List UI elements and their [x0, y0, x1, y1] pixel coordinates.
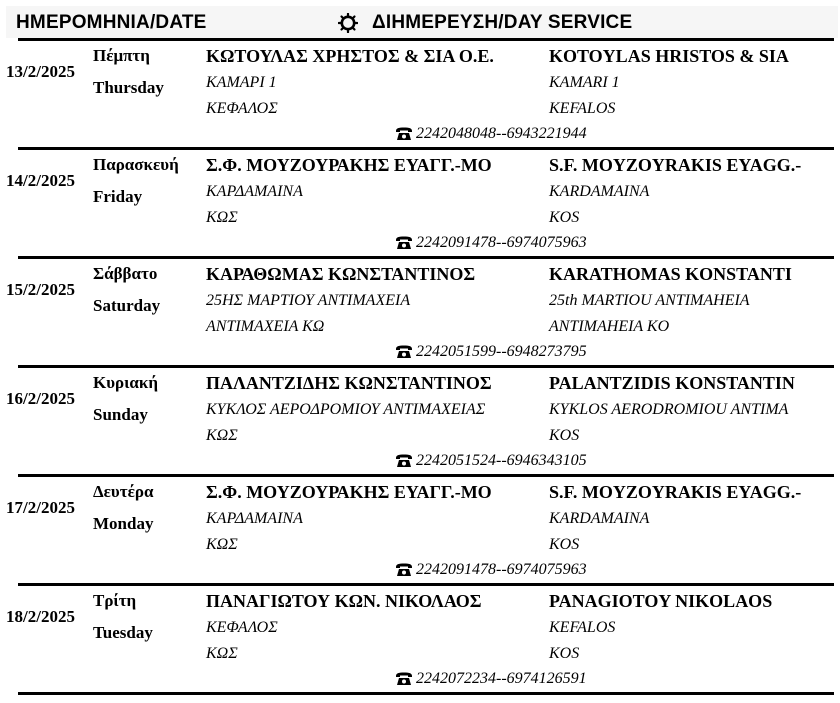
telephone-icon	[395, 236, 413, 250]
service-header-label: ΔΙΗΜΕΡΕΥΣΗ/DAY SERVICE	[372, 12, 633, 33]
pharmacy-name-english: S.F. MOYZOYRAKIS EYAGG.-	[549, 482, 802, 502]
phone-line	[395, 343, 587, 361]
pharmacy-entry	[0, 148, 840, 258]
entry-date: 16/2/2025	[6, 389, 75, 408]
address-greek-line2: ΚΕΦΑΛΟΣ	[206, 100, 278, 117]
pharmacy-name-greek: Σ.Φ. ΜΟΥΖΟΥΡΑΚΗΣ ΕΥΑΓΓ.-ΜΟ	[206, 482, 492, 502]
telephone-icon	[395, 454, 413, 468]
telephone-icon	[395, 672, 413, 686]
phone-line	[395, 561, 587, 579]
pharmacy-name-greek: ΠΑΝΑΓΙΩΤΟΥ ΚΩΝ. ΝΙΚΟΛΑΟΣ	[206, 591, 482, 611]
pharmacy-name-greek: ΠΑΛΑΝΤΖΙΔΗΣ ΚΩΝΣΤΑΝΤΙΝΟΣ	[206, 373, 492, 393]
address-greek-line1: ΚΑΜΑΡΙ 1	[206, 74, 277, 91]
weekday-greek: Παρασκευή	[93, 155, 179, 174]
sun-icon	[338, 13, 358, 33]
weekday-english: Monday	[93, 514, 154, 533]
weekday-greek: Κυριακή	[93, 373, 158, 392]
address-english-line1: 25th MARTIOU ANTIMAHEIA	[549, 292, 750, 309]
address-english-line1: KAMARI 1	[549, 74, 620, 91]
phone-line	[395, 125, 587, 143]
address-english-line1: KEFALOS	[549, 619, 616, 636]
pharmacy-entry	[0, 366, 840, 476]
pharmacy-name-english: KOTOYLAS HRISTOS & SIA	[549, 46, 789, 66]
address-english-line2: KOS	[549, 209, 580, 226]
weekday-english: Thursday	[93, 78, 164, 97]
phone-line	[395, 234, 587, 252]
address-greek-line2: ΑΝΤΙΜΑΧΕΙΑ ΚΩ	[206, 318, 325, 335]
address-greek-line1: ΚΥΚΛΟΣ ΑΕΡΟΔΡΟΜΙΟΥ ΑΝΤΙΜΑΧΕΙΑΣ	[206, 401, 486, 418]
address-greek-line2: ΚΩΣ	[206, 209, 238, 226]
weekday-greek: Τρίτη	[93, 591, 137, 610]
date-column-header: ΗΜΕΡΟΜΗΝΙΑ/DATE	[16, 12, 207, 33]
weekday-english: Sunday	[93, 405, 148, 424]
entry-date: 14/2/2025	[6, 171, 75, 190]
pharmacy-name-greek: ΚΩΤΟΥΛΑΣ ΧΡΗΣΤΟΣ & ΣΙΑ Ο.Ε.	[206, 46, 494, 66]
address-english-line2: KOS	[549, 536, 580, 553]
address-greek-line1: ΚΕΦΑΛΟΣ	[206, 619, 278, 636]
address-greek-line1: ΚΑΡΔΑΜΑΙΝΑ	[206, 510, 303, 527]
pharmacy-name-english: S.F. MOYZOYRAKIS EYAGG.-	[549, 155, 802, 175]
entry-date: 17/2/2025	[6, 498, 75, 517]
address-greek-line2: ΚΩΣ	[206, 536, 238, 553]
weekday-greek: Πέμπτη	[93, 46, 150, 65]
address-english-line1: KARDAMAINA	[549, 510, 650, 527]
phone-numbers: 2242051524--6946343105	[416, 452, 587, 469]
address-english-line1: KYKLOS AERODROMIOU ANTIMA	[549, 401, 789, 418]
address-english-line2: KOS	[549, 645, 580, 662]
pharmacy-entry	[0, 39, 840, 149]
weekday-english: Tuesday	[93, 623, 153, 642]
address-greek-line2: ΚΩΣ	[206, 645, 238, 662]
telephone-icon	[395, 345, 413, 359]
entry-date: 15/2/2025	[6, 280, 75, 299]
address-english-line2: KOS	[549, 427, 580, 444]
phone-numbers: 2242048048--6943221944	[416, 125, 587, 142]
pharmacy-name-english: PANAGIOTOY NIKOLAOS	[549, 591, 773, 611]
weekday-english: Saturday	[93, 296, 161, 315]
phone-numbers: 2242091478--6974075963	[416, 234, 587, 251]
address-greek-line1: 25ΗΣ ΜΑΡΤΙΟΥ ΑΝΤΙΜΑΧΕΙΑ	[206, 292, 411, 309]
address-english-line2: KEFALOS	[549, 100, 616, 117]
address-greek-line1: ΚΑΡΔΑΜΑΙΝΑ	[206, 183, 303, 200]
weekday-greek: Δευτέρα	[93, 482, 154, 501]
pharmacy-name-greek: Σ.Φ. ΜΟΥΖΟΥΡΑΚΗΣ ΕΥΑΓΓ.-ΜΟ	[206, 155, 492, 175]
phone-numbers: 2242051599--6948273795	[416, 343, 587, 360]
pharmacy-entry	[0, 475, 840, 585]
address-greek-line2: ΚΩΣ	[206, 427, 238, 444]
weekday-english: Friday	[93, 187, 143, 206]
entry-date: 18/2/2025	[6, 607, 75, 626]
phone-numbers: 2242091478--6974075963	[416, 561, 587, 578]
phone-line	[395, 670, 587, 688]
pharmacy-entry	[0, 257, 840, 367]
pharmacy-entry	[0, 584, 840, 694]
pharmacy-name-english: PALANTZIDIS KONSTANTIN	[549, 373, 795, 393]
address-english-line2: ANTIMAHEIA KO	[549, 318, 670, 335]
phone-line	[395, 452, 587, 470]
telephone-icon	[395, 127, 413, 141]
pharmacy-name-english: KARATHOMAS KONSTANTI	[549, 264, 792, 284]
weekday-greek: Σάββατο	[93, 264, 158, 283]
phone-numbers: 2242072234--6974126591	[416, 670, 587, 687]
pharmacy-name-greek: ΚΑΡΑΘΩΜΑΣ ΚΩΝΣΤΑΝΤΙΝΟΣ	[206, 264, 476, 284]
address-english-line1: KARDAMAINA	[549, 183, 650, 200]
entry-date: 13/2/2025	[6, 62, 75, 81]
service-column-header	[338, 12, 632, 34]
telephone-icon	[395, 563, 413, 577]
